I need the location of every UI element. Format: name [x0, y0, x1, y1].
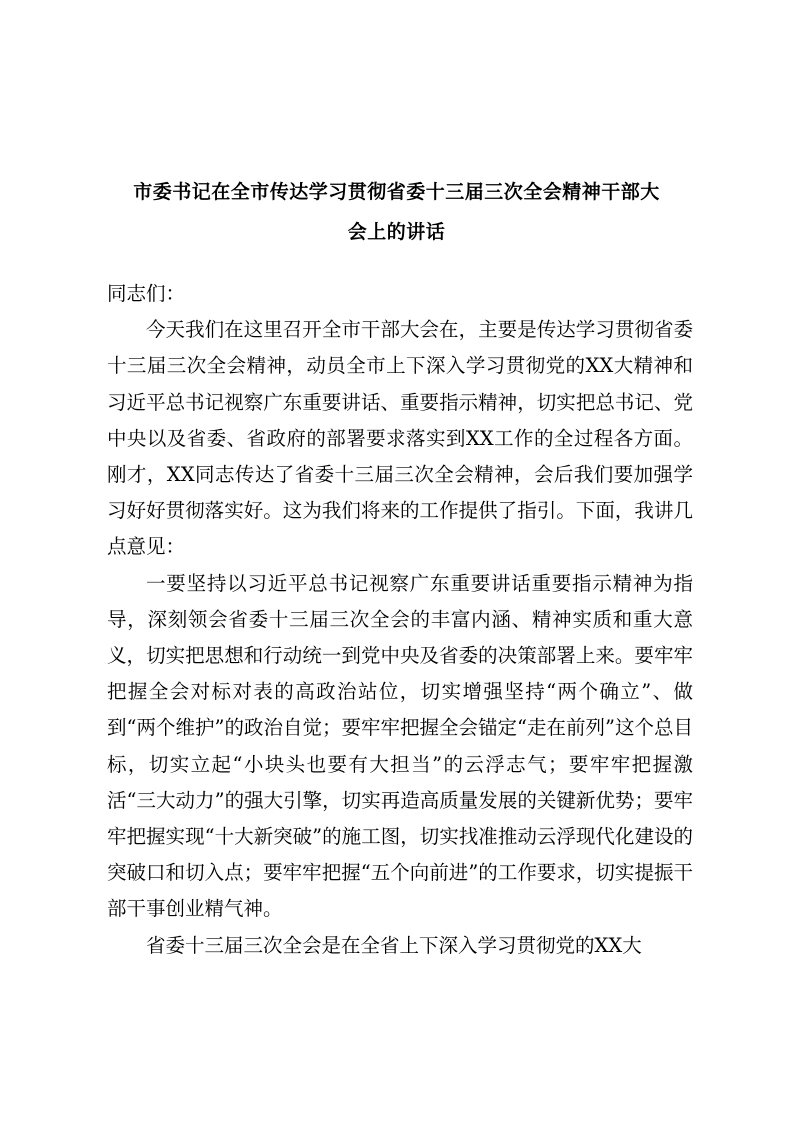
paragraph-point-one: 一要坚持以习近平总书记视察广东重要讲话重要指示精神为指导，深刻领会省委十三届三次全会的丰富内涵、精神实质和重大意义，切实把思想和行动统一到党中央及省委的决策部署上来。要牢牢把握全会对标对表的高政治站位，切实增强坚持“两个确立”、做到“两个维护”的政治自觉；要牢牢把握全会锚定“走在前列”这个总目标，切实立起“小块头也要有大担当”的云浮志气；要牢牢把握激活“三大动力”的强大引擎，切实再造高质量发展的关键新优势；要牢牢把握实现“十大新突破”的施工图，切实找准推动云浮现代化建设的突破口和切入点；要牢牢把握“五个向前进”的工作要求，切实提振干部干事创业精气神。 — [107, 571, 693, 921]
paragraph-opening: 今天我们在这里召开全市干部大会在，主要是传达学习贯彻省委十三届三次全会精神，动员全市上下深入学习贯彻党的XX大精神和习近平总书记视察广东重要讲话、重要指示精神，切实把总书记、党中央以及省委、省政府的部署要求落实到XX工作的全过程各方面。刚才，XX同志传达了省委十三届三次全会精神，会后我们要加强学习好好贯彻落实好。这为我们将来的工作提供了指引。下面，我讲几点意见： — [107, 318, 693, 559]
document-title — [100, 172, 693, 252]
document-body — [107, 276, 693, 964]
paragraph-continuation: 省委十三届三次全会是在全省上下深入学习贯彻党的XX大 — [146, 933, 642, 957]
title-line-1: 市委书记在全市传达学习贯彻省委十三届三次全会精神干部大 — [133, 181, 660, 203]
title-line-2: 会上的讲话 — [347, 221, 446, 243]
salutation: 同志们： — [107, 282, 186, 305]
